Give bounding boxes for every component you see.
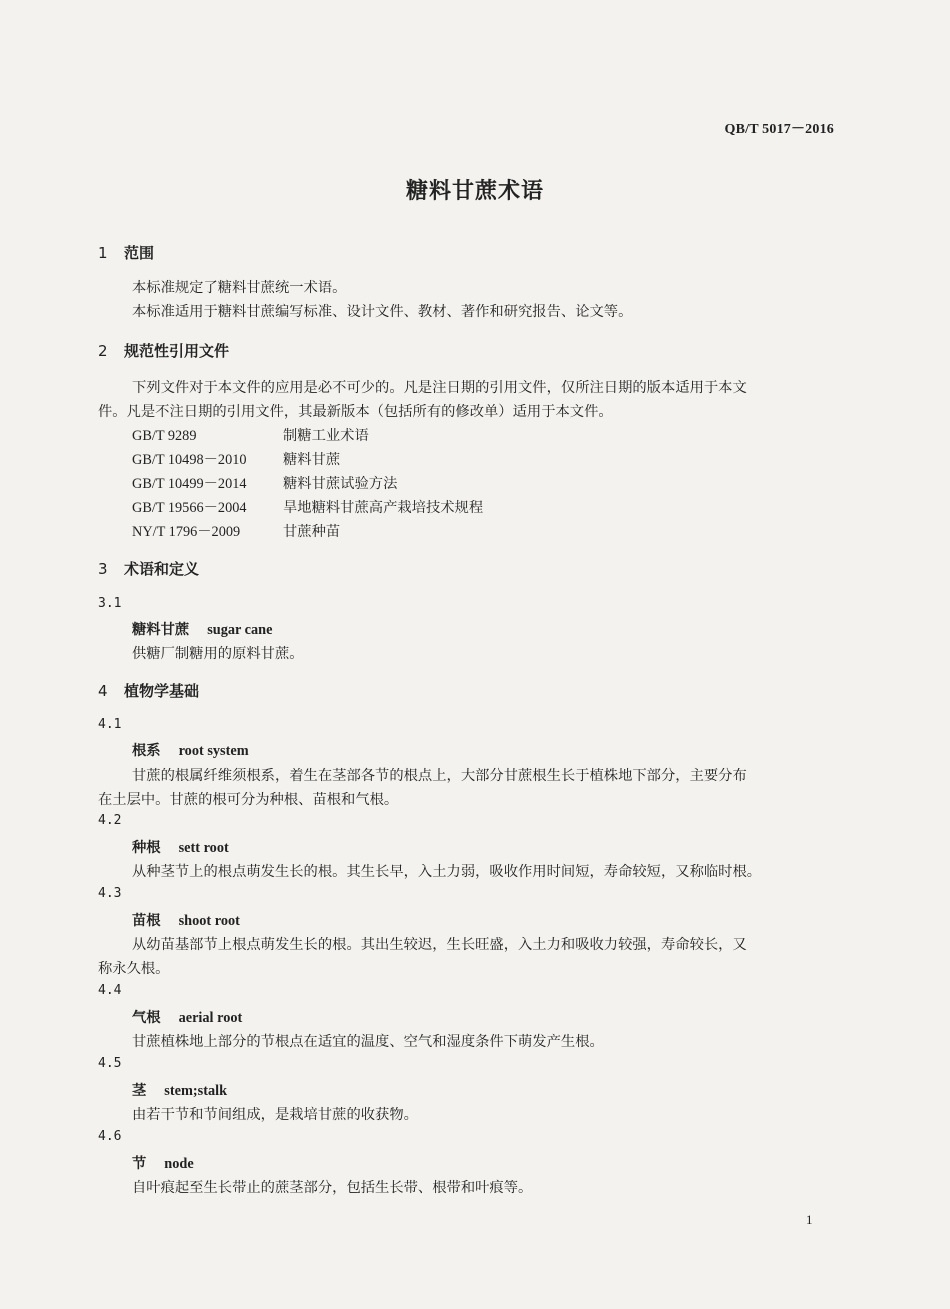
term-definition: 甘蔗植株地上部分的节根点在适宜的温度、空气和湿度条件下萌发产生根。 (132, 1034, 604, 1050)
scope-paragraph-1: 本标准规定了糖料甘蔗统一术语。 (132, 280, 347, 296)
term-definition-cont: 称永久根。 (98, 961, 170, 977)
section-heading-scope: 1 范围 (98, 244, 155, 262)
term-definition: 自叶痕起至生长带止的蔗茎部分，包括生长带、根带和叶痕等。 (132, 1180, 533, 1196)
term-number: 4.5 (98, 1056, 122, 1071)
page-number: 1 (806, 1212, 813, 1227)
term-definition: 由若干节和节间组成，是栽培甘蔗的收获物。 (132, 1107, 418, 1123)
term-number: 4.2 (98, 813, 122, 828)
term-heading: 糖料甘蔗 sugar cane (132, 622, 273, 638)
section-heading-normative: 2 规范性引用文件 (98, 342, 230, 360)
scope-paragraph-2: 本标准适用于糖料甘蔗编写标准、设计文件、教材、著作和研究报告、论文等。 (132, 304, 633, 320)
term-number: 4.1 (98, 717, 122, 732)
section-heading-botany: 4 植物学基础 (98, 682, 200, 700)
term-heading: 种根 sett root (132, 840, 229, 856)
term-heading: 节 node (132, 1156, 194, 1172)
reference-item: GB/T 9289 制糖工业术语 (132, 428, 369, 444)
page-title: 糖料甘蔗术语 (405, 179, 544, 204)
reference-item: NY/T 1796－2009 甘蔗种苗 (132, 524, 341, 540)
term-heading: 苗根 shoot root (132, 913, 240, 929)
section-heading-terms: 3 术语和定义 (98, 560, 200, 578)
term-definition-cont: 在土层中。甘蔗的根可分为种根、苗根和气根。 (98, 792, 399, 808)
term-number: 4.4 (98, 983, 122, 998)
term-heading: 根系 root system (132, 743, 249, 759)
term-heading: 茎 stem;stalk (132, 1083, 228, 1099)
term-number: 3.1 (98, 596, 122, 611)
term-number: 4.3 (98, 886, 122, 901)
term-number: 4.6 (98, 1129, 122, 1144)
term-definition: 供糖厂制糖用的原料甘蔗。 (132, 646, 304, 662)
reference-item: GB/T 10499－2014 糖料甘蔗试验方法 (132, 476, 398, 492)
standard-code: QB/T 5017－2016 (724, 122, 834, 137)
normative-intro-line-2: 件。凡是不注日期的引用文件，其最新版本（包括所有的修改单）适用于本文件。 (98, 404, 613, 420)
term-definition: 从幼苗基部节上根点萌发生长的根。其出生较迟，生长旺盛，入土力和吸收力较强，寿命较长，又 (132, 937, 747, 953)
normative-intro-line-1: 下列文件对于本文件的应用是必不可少的。凡是注日期的引用文件，仅所注日期的版本适用于本文 (132, 380, 747, 396)
reference-item: GB/T 10498－2010 糖料甘蔗 (132, 452, 341, 468)
term-definition: 甘蔗的根属纤维须根系，着生在茎部各节的根点上，大部分甘蔗根生长于植株地下部分，主要分布 (132, 768, 747, 784)
term-definition: 从种茎节上的根点萌发生长的根。其生长早，入土力弱，吸收作用时间短，寿命较短，又称临时根。 (132, 864, 762, 880)
reference-item: GB/T 19566－2004 旱地糖料甘蔗高产栽培技术规程 (132, 500, 484, 516)
term-heading: 气根 aerial root (132, 1010, 243, 1026)
